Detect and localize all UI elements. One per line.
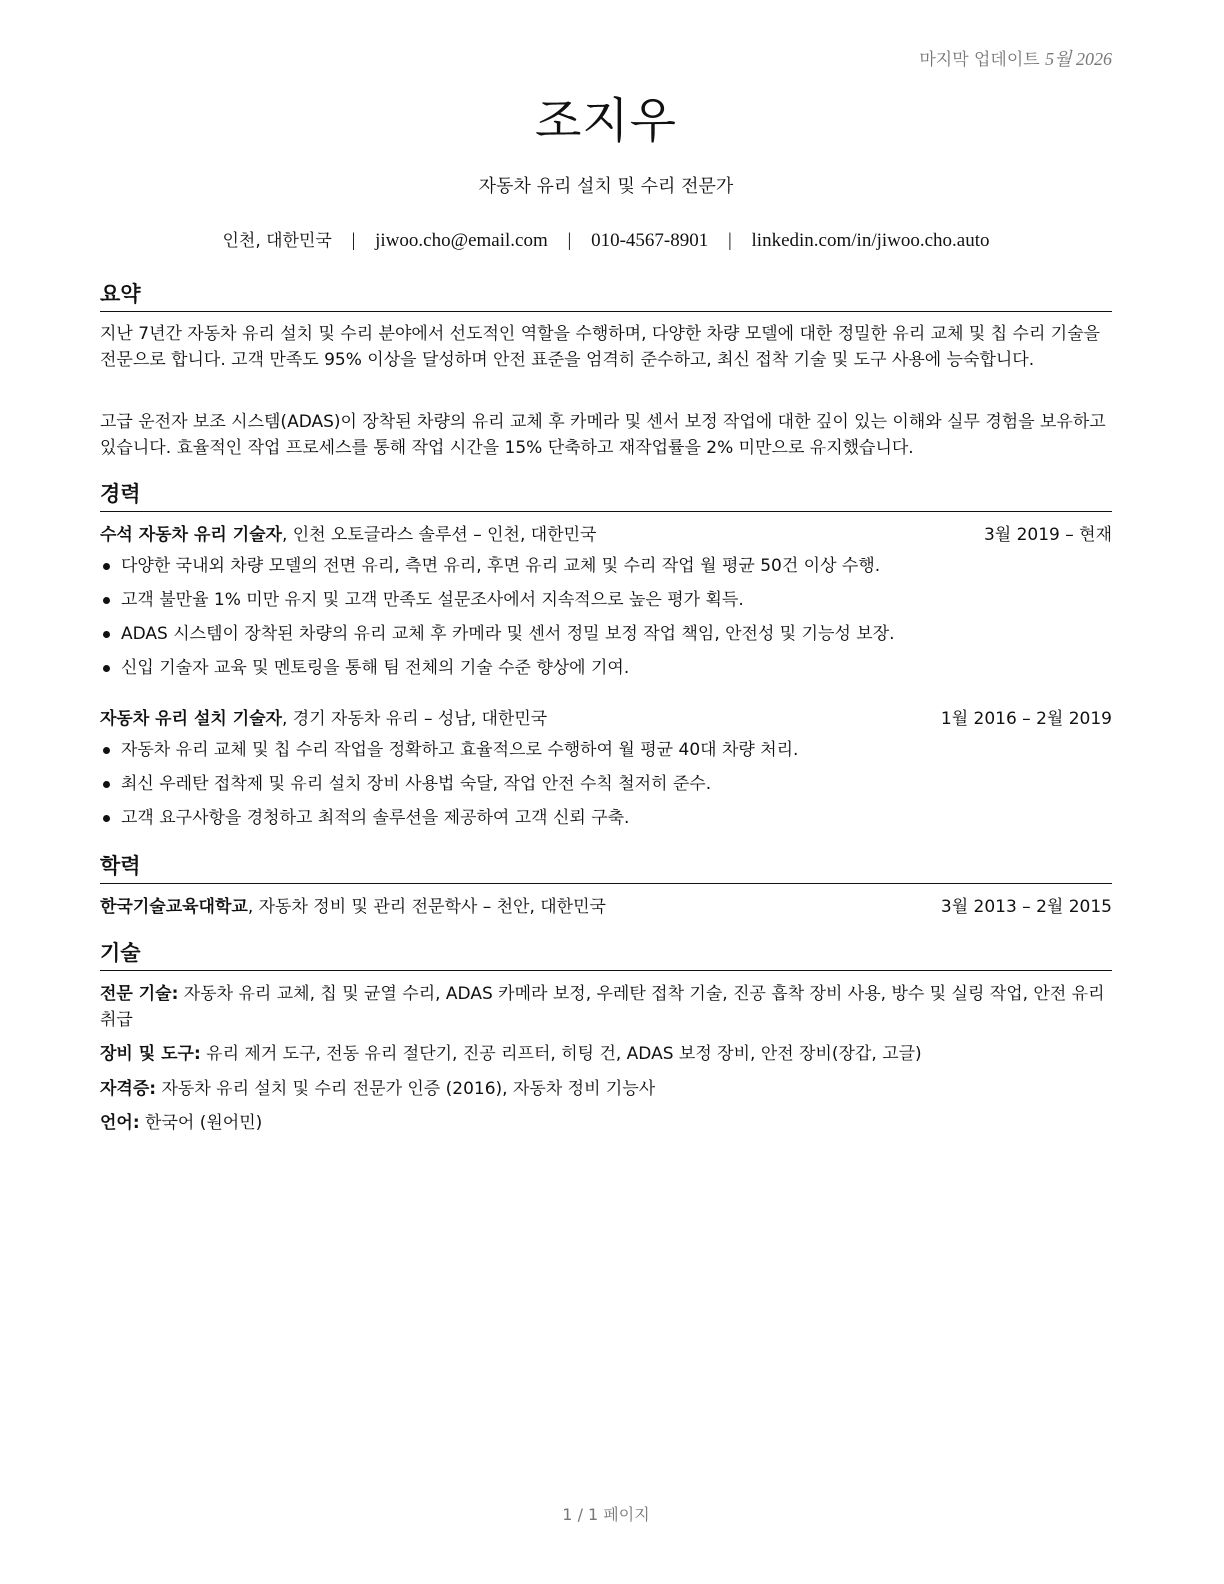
job-organization: , 경기 자동차 유리 – 성남, 대한민국 <box>281 709 548 729</box>
education-dates: 3월 2013 – 2월 2015 <box>940 897 1112 917</box>
job-organization: , 인천 오토글라스 솔루션 – 인천, 대한민국 <box>281 525 597 545</box>
job-bullet: ADAS 시스템이 장착된 차량의 유리 교체 후 카메라 및 센서 정밀 보정 작업 책임, 안전성 및 기능성 보장. <box>100 621 1112 655</box>
contact-separator: | <box>351 230 356 251</box>
job-bullet: 고객 불만율 1% 미만 유지 및 고객 만족도 설문조사에서 지속적으로 높은 평가 획득. <box>100 587 1112 621</box>
job-title: 자동차 유리 설치 기술자 <box>100 709 282 729</box>
skill-label: 장비 및 도구: <box>100 1044 201 1064</box>
skill-line <box>100 981 1112 1033</box>
job-bullet: 다양한 국내외 차량 모델의 전면 유리, 측면 유리, 후면 유리 교체 및 수리 작업 월 평균 50건 이상 수행. <box>100 553 1112 587</box>
page-indicator: 1 / 1 페이지 <box>562 1505 650 1524</box>
education-school: 한국기술교육대학교 <box>100 897 248 917</box>
job-bullet: 최신 우레탄 접착제 및 유리 설치 장비 사용법 숙달, 작업 안전 수칙 철저히 준수. <box>100 771 1112 805</box>
last-updated-date: 5월 2026 <box>1045 49 1112 69</box>
section-title-experience: 경력 <box>100 478 1112 512</box>
candidate-headline: 자동차 유리 설치 및 수리 전문가 <box>478 176 734 197</box>
resume-page <box>100 0 1112 1584</box>
section-title-education: 학력 <box>100 850 1112 884</box>
skill-value: 자동차 유리 설치 및 수리 전문가 인증 (2016), 자동차 정비 기능사 <box>156 1079 656 1099</box>
skill-line <box>100 1110 1112 1136</box>
contact-phone[interactable]: 010-4567-8901 <box>591 230 709 251</box>
skill-line <box>100 1076 1112 1102</box>
skill-label: 언어: <box>100 1113 140 1133</box>
job-dates: 1월 2016 – 2월 2019 <box>940 709 1112 729</box>
contact-line <box>100 226 1112 252</box>
education-detail: , 자동차 정비 및 관리 전문학사 – 천안, 대한민국 <box>247 897 606 917</box>
job-bullets <box>100 553 1112 689</box>
job-title: 수석 자동차 유리 기술자 <box>100 525 282 545</box>
skill-line <box>100 1041 1112 1067</box>
job-header <box>100 706 1112 732</box>
last-updated-label: 마지막 업데이트 <box>919 50 1040 70</box>
job-dates: 3월 2019 – 현재 <box>983 525 1112 545</box>
summary-paragraph: 지난 7년간 자동차 유리 설치 및 수리 분야에서 선도적인 역할을 수행하며, 다양한 차량 모델에 대한 정밀한 유리 교체 및 칩 수리 기술을 전문으로 합니다. 고객 만족도 95% 이상을 달성하며 안전 표준을 엄격히 준수하고, 최신 접착 기술 및 도구 사용에 능숙합니다. <box>100 324 1101 370</box>
section-title-skills: 기술 <box>100 937 1112 971</box>
skill-value: 유리 제거 도구, 전동 유리 절단기, 진공 리프터, 히팅 건, ADAS 보정 장비, 안전 장비(장갑, 고글) <box>200 1044 922 1064</box>
skill-value: 자동차 유리 교체, 칩 및 균열 수리, ADAS 카메라 보정, 우레탄 접착 기술, 진공 흡착 장비 사용, 방수 및 실링 작업, 안전 유리 취급 <box>100 984 1105 1030</box>
last-updated <box>919 45 1112 71</box>
education-entry <box>100 894 1112 920</box>
job-header <box>100 522 1112 548</box>
job-bullet: 신입 기술자 교육 및 멘토링을 통해 팀 전체의 기술 수준 향상에 기여. <box>100 655 1112 689</box>
contact-separator: | <box>567 230 572 251</box>
job-bullet: 고객 요구사항을 경청하고 최적의 솔루션을 제공하여 고객 신뢰 구축. <box>100 805 1112 839</box>
contact-separator: | <box>727 230 732 251</box>
skill-value: 한국어 (원어민) <box>139 1113 263 1133</box>
candidate-name: 조지우 <box>534 93 678 149</box>
skill-label: 전문 기술: <box>100 984 179 1004</box>
job-bullet: 자동차 유리 교체 및 칩 수리 작업을 정확하고 효율적으로 수행하여 월 평균 40대 차량 처리. <box>100 737 1112 771</box>
contact-email[interactable]: jiwoo.cho@email.com <box>375 230 548 251</box>
contact-location: 인천, 대한민국 <box>222 231 332 251</box>
skill-label: 자격증: <box>100 1079 157 1099</box>
contact-linkedin[interactable]: linkedin.com/in/jiwoo.cho.auto <box>751 230 990 251</box>
summary-paragraph: 고급 운전자 보조 시스템(ADAS)이 장착된 차량의 유리 교체 후 카메라 및 센서 보정 작업에 대한 깊이 있는 이해와 실무 경험을 보유하고 있습니다. 효율적인 작업 프로세스를 통해 작업 시간을 15% 단축하고 재작업률을 2% 미만으로 유지했습니다. <box>100 412 1106 458</box>
job-bullets <box>100 737 1112 839</box>
section-title-summary: 요약 <box>100 278 1112 312</box>
